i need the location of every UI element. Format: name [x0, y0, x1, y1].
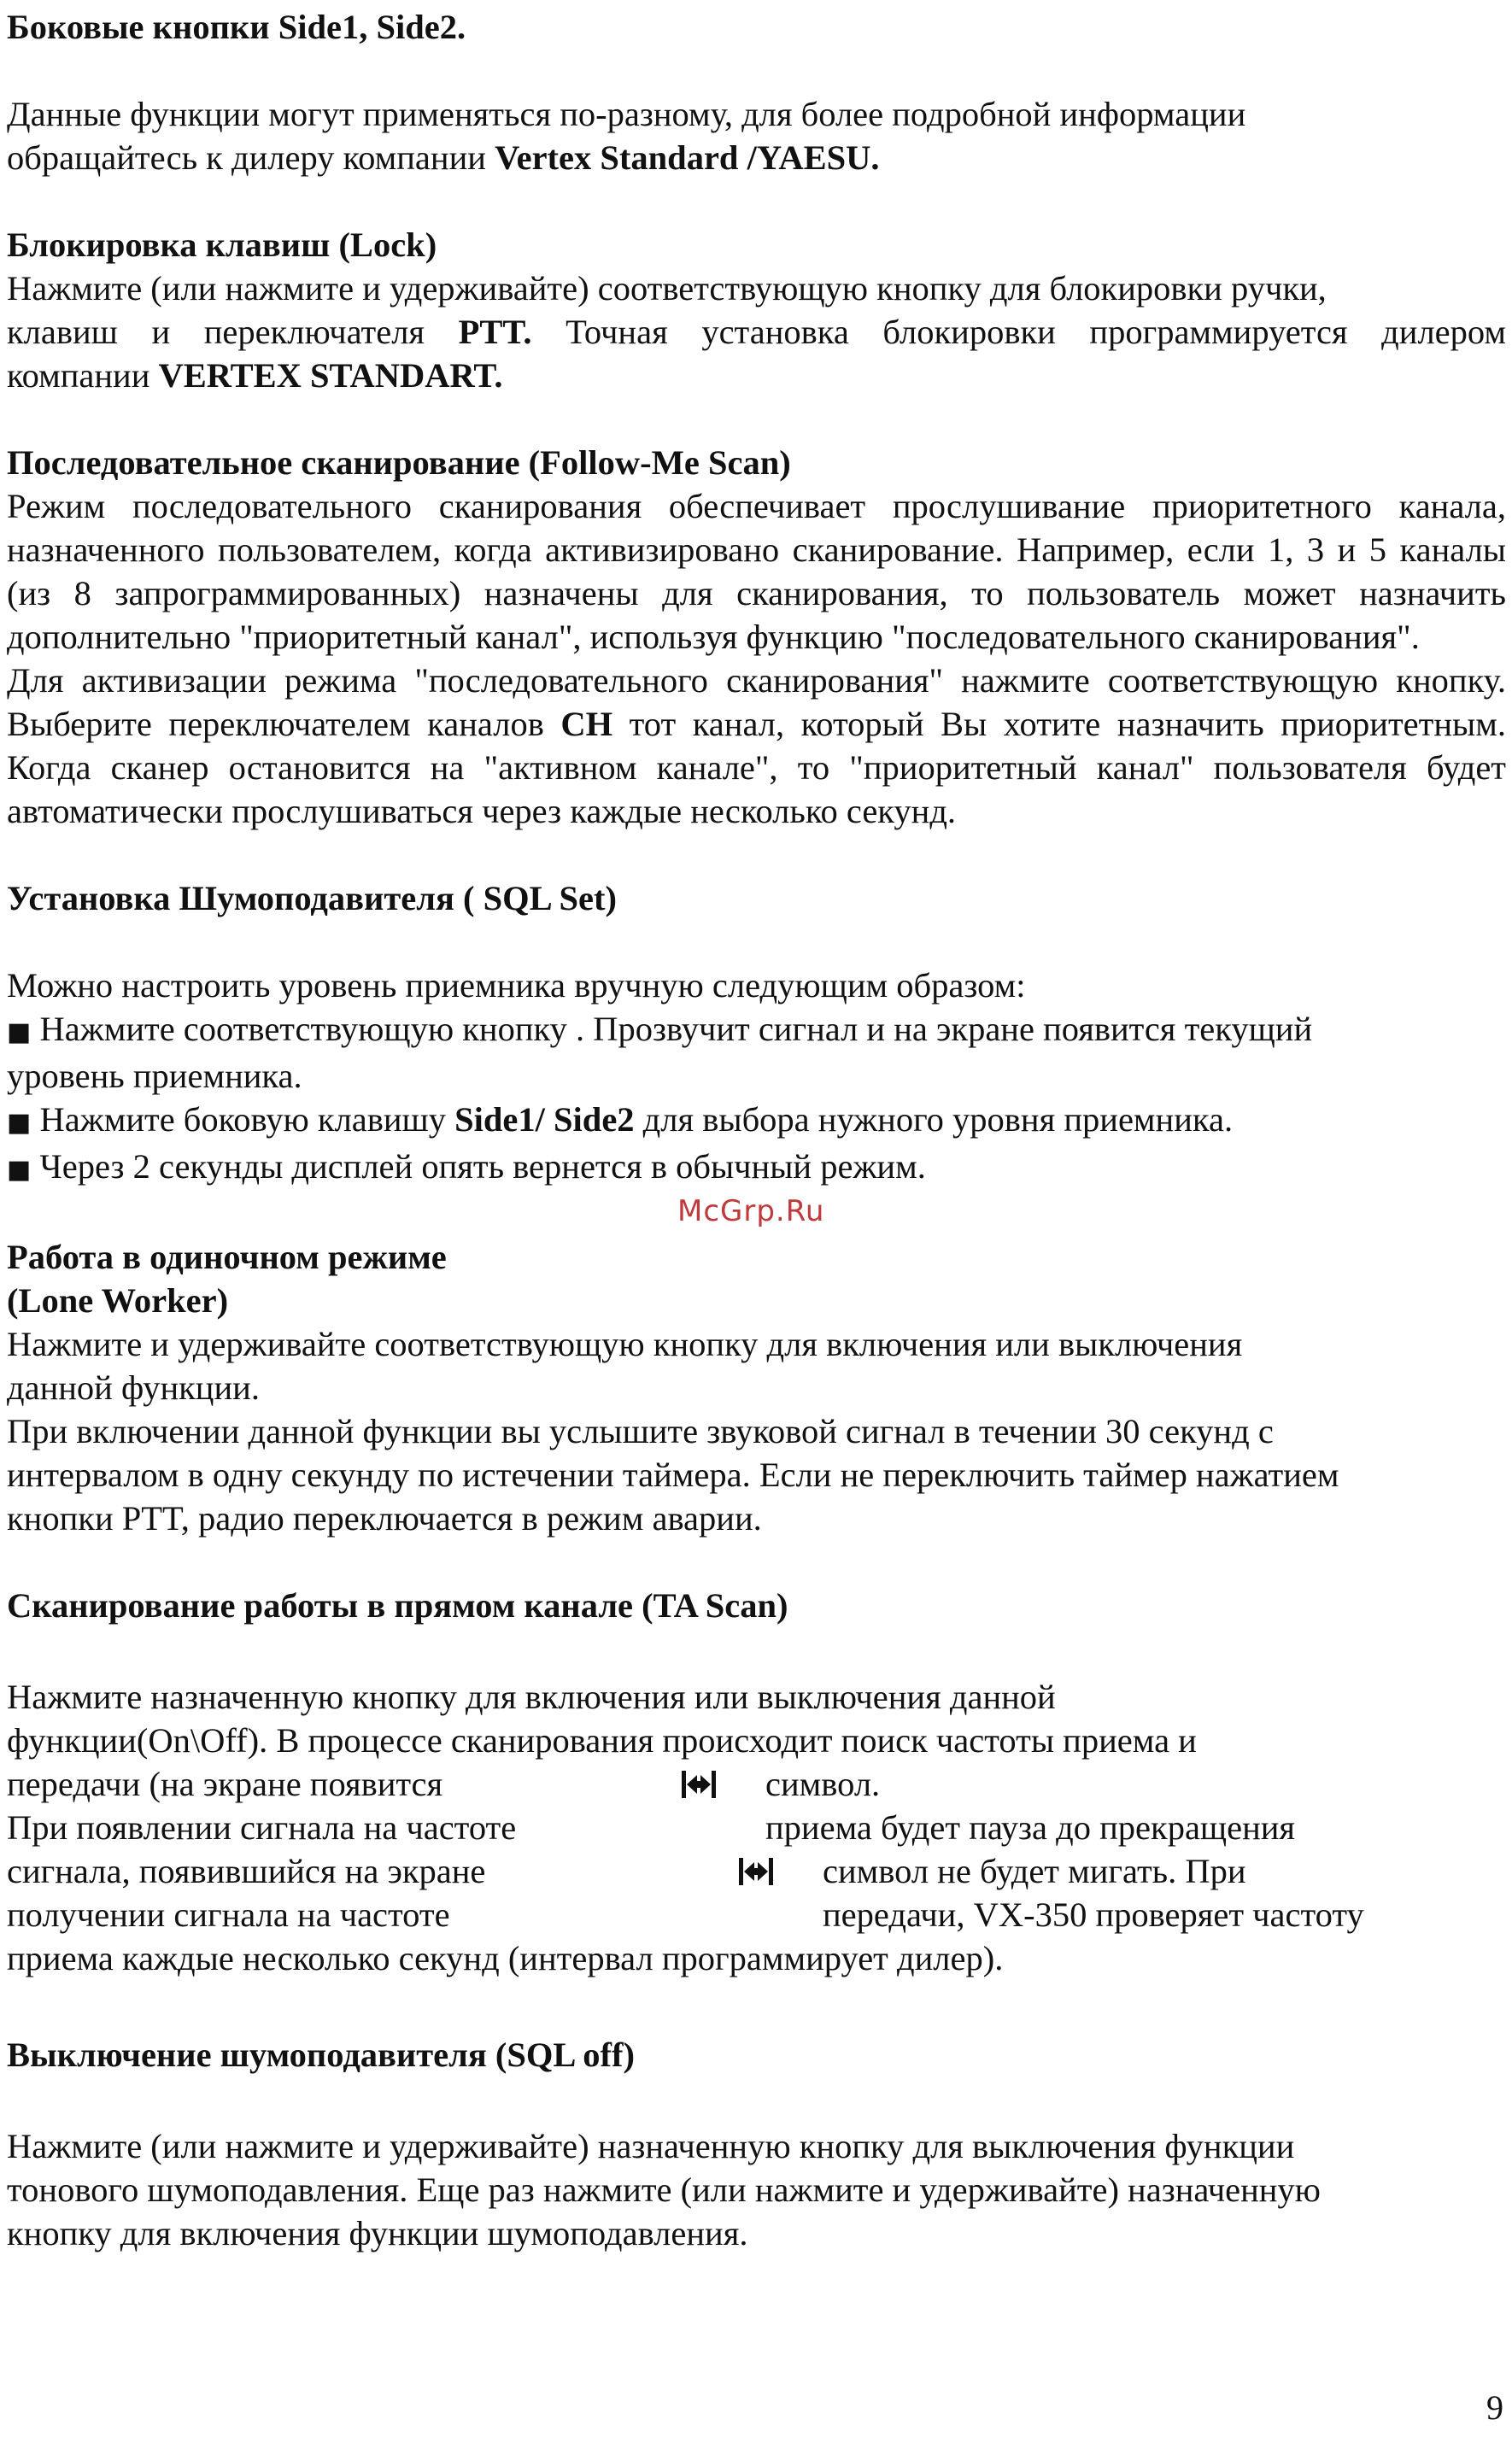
lock-line2: клавиш и переключателя PTT. Точная установка блокировки программируется дилером	[7, 313, 1506, 351]
heading-sql-off: Выключение шумоподавителя (SQL off)	[7, 2036, 636, 2074]
sql-off-line1: Нажмите (или нажмите и удерживайте) назначенную кнопку для выключения функции	[7, 2127, 1295, 2165]
lock-line3: компании VERTEX STANDART.	[7, 356, 503, 395]
sql-set-bullet-3: ■ Через 2 секунды дисплей опять вернется в обычный режим.	[7, 1147, 926, 1186]
heading-follow-me-scan: Последовательное сканирование (Follow-Me Scan)	[7, 443, 791, 482]
heading-ta-scan: Сканирование работы в прямом канале (TA Scan)	[7, 1586, 788, 1625]
ta-line1: Нажмите назначенную кнопку для включения или выключения данной	[7, 1678, 1056, 1716]
follow-paragraph-1: Режим последовательного сканирования обеспечивает прослушивание приоритетного канала, назначенного пользователем, когда активизировано сканирование. Например, если 1, 3 и 5 каналы (из 8 запрограммированных) назначены для сканирования, то пользователь может назначить дополнительно "приоритетный канал", используя функцию "последовательного сканирования".	[7, 487, 1506, 656]
heading-lone-worker: Работа в одиночном режиме	[7, 1238, 447, 1276]
sql-set-bullet-2: ■ Нажмите боковую клавишу Side1/ Side2 для выбора нужного уровня приемника.	[7, 1100, 1234, 1139]
side-text-line2: обращайтесь к дилеру компании Vertex Standard /YAESU.	[7, 138, 880, 177]
ta-line5: сигнала, появившийся на экране символ не будет мигать. При	[7, 1852, 1246, 1890]
ta-line4: При появлении сигнала на частоте приема будет пауза до прекращения	[7, 1808, 1296, 1847]
ta-scan-symbol-icon	[680, 1767, 718, 1801]
sql-set-bullet-1-cont: уровень приемника.	[7, 1057, 302, 1095]
heading-side-buttons: Боковые кнопки Side1, Side2.	[7, 8, 466, 46]
heading-lone-worker-sub: (Lone Worker)	[7, 1281, 229, 1320]
watermark: McGrp.Ru	[677, 1194, 825, 1228]
follow-paragraph-2: Для активизации режима "последовательного сканирования" нажмите соответствующую кнопку. Выберите переключателем каналов CH тот канал, который Вы хотите назначить приоритетным. Когда сканер остановится на "активном канале", то "приоритетный канал" пользователя будет автоматически прослушиваться через каждые несколько секунд.	[7, 661, 1506, 830]
side-text-line1: Данные функции могут применяться по-разному, для более подробной информации	[7, 95, 1246, 133]
bullet-square-icon: ■	[7, 1017, 32, 1047]
sql-off-line2: тонового шумоподавления. Еще раз нажмите (или нажмите и удерживайте) назначенную	[7, 2170, 1321, 2209]
page-number: 9	[1486, 2388, 1503, 2427]
ta-line2: функции(On\Off). В процессе сканирования происходит поиск частоты приема и	[7, 1721, 1197, 1760]
lone-line4: интервалом в одну секунду по истечении таймера. Если не переключить таймер нажатием	[7, 1456, 1339, 1494]
lone-line3: При включении данной функции вы услышите звуковой сигнал в течении 30 секунд с	[7, 1412, 1274, 1450]
sql-set-intro: Можно настроить уровень приемника вручную следующим образом:	[7, 966, 1026, 1005]
manual-page	[7, 0, 1506, 2255]
bullet-square-icon: ■	[7, 1108, 32, 1138]
lone-line5: кнопки PTT, радио переключается в режим аварии.	[7, 1499, 762, 1538]
heading-lock: Блокировка клавиш (Lock)	[7, 226, 437, 264]
lone-line2: данной функции.	[7, 1368, 260, 1407]
lock-line1: Нажмите (или нажмите и удерживайте) соответствующую кнопку для блокировки ручки,	[7, 269, 1327, 308]
ta-line3: передачи (на экране появится символ.	[7, 1765, 881, 1803]
heading-sql-set: Установка Шумоподавителя ( SQL Set)	[7, 879, 618, 917]
ta-line7: приема каждые несколько секунд (интервал программирует дилер).	[7, 1939, 1004, 1977]
sql-set-bullet-1: ■ Нажмите соответствующую кнопку . Прозвучит сигнал и на экране появится текущий	[7, 1010, 1313, 1048]
ta-scan-symbol-icon	[737, 1854, 775, 1889]
sql-off-line3: кнопку для включения функции шумоподавления.	[7, 2214, 748, 2252]
lone-line1: Нажмите и удерживайте соответствующую кнопку для включения или выключения	[7, 1325, 1243, 1363]
bullet-square-icon: ■	[7, 1155, 32, 1185]
ta-line6: получении сигнала на частоте передачи, VX-350 проверяет частоту	[7, 1895, 1364, 1934]
